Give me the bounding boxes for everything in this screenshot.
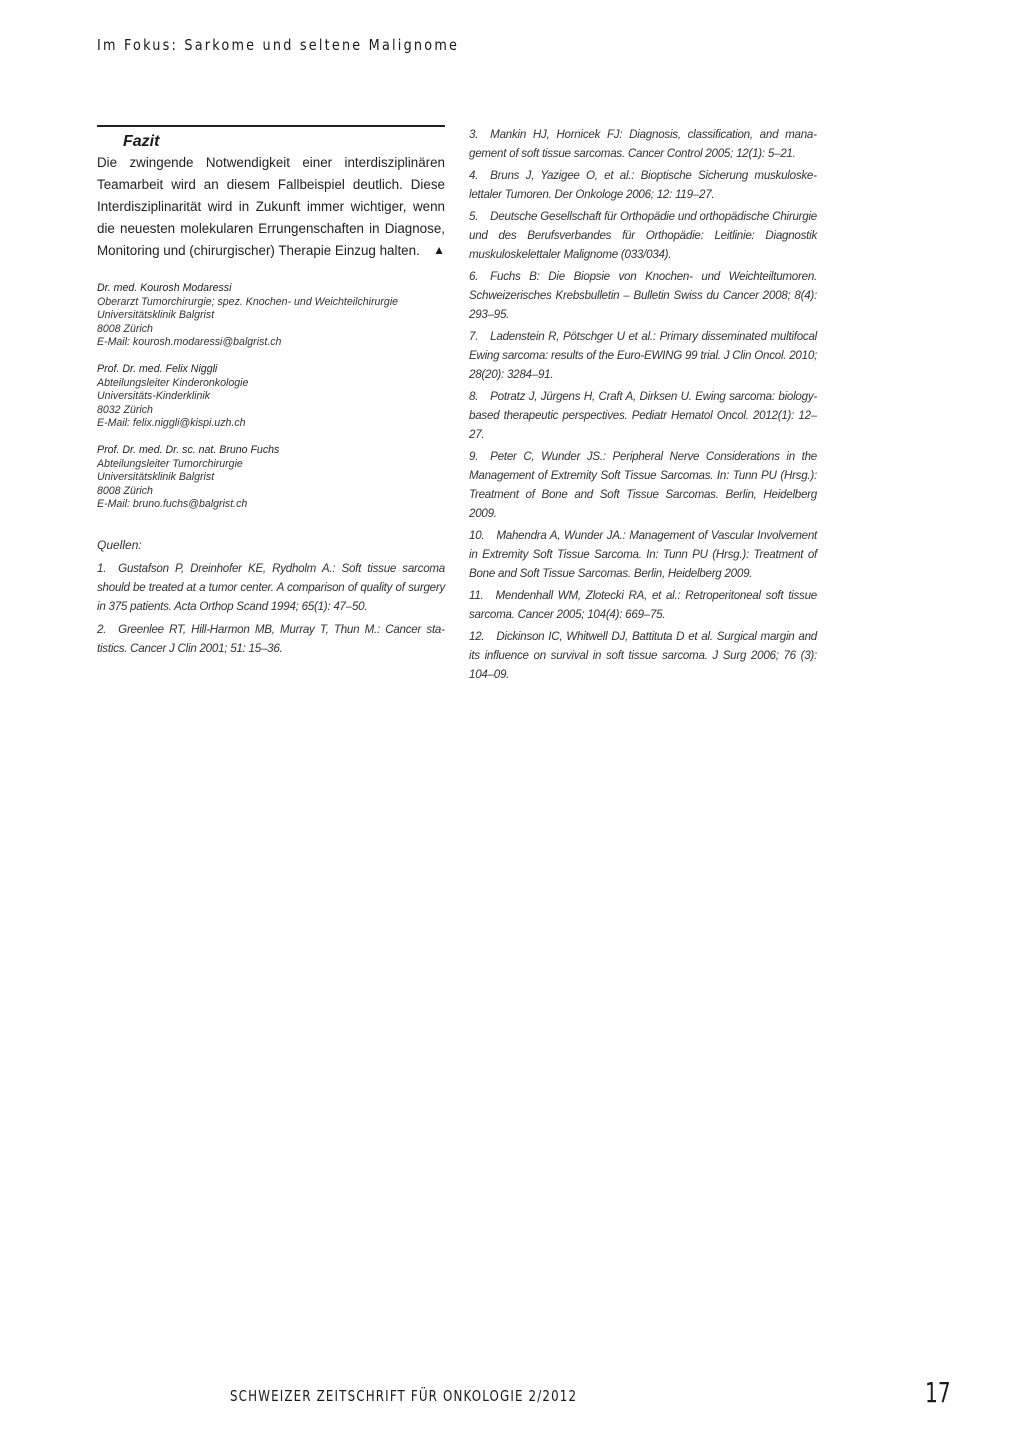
page-number: 17 [925, 1376, 951, 1409]
reference-number: 3. [469, 128, 479, 141]
left-column [97, 125, 445, 662]
reference-item [469, 327, 817, 384]
author-name: Dr. med. Kourosh Modaressi [97, 282, 232, 294]
reference-text: Mahendra A, Wunder JA.: Management of Vascular Involvement in Extremity Soft Tissue Sarcoma. In: Tunn PU (Hrsg.): Treatment of Bone and Soft Tissue Sarcomas. Berlin, Heidelberg 2009. [469, 529, 817, 580]
author-city: 8008 Zürich [97, 484, 153, 497]
reference-item [97, 559, 445, 616]
references-label: Quellen: [97, 537, 142, 552]
author-email: E-Mail: kourosh.modaressi@balgrist.ch [97, 336, 282, 349]
reference-text: Fuchs B: Die Biopsie von Knochen- und Weichteiltumoren. Schweizerisches Krebsbulletin – Bulletin Swiss du Cancer 2008; 8(4): 293–95. [469, 270, 817, 321]
author-block [97, 282, 445, 350]
reference-text: Peter C, Wunder JS.: Peripheral Nerve Considerations in the Management of Extremity Soft Tissue Sarcomas. In: Tunn PU (Hrsg.): Treatment of Bone and Soft Tissue Sarcomas. Berlin, Heidelberg 2009. [469, 450, 817, 520]
running-head: Im Fokus: Sarkome und seltene Malignome [97, 36, 460, 54]
reference-text: Potratz J, Jürgens H, Craft A, Dirksen U. Ewing sarcoma: biology-based therapeutic perspectives. Pediatr Hematol Oncol. 2012(1): 12–27. [469, 390, 817, 441]
reference-text: Greenlee RT, Hill-Harmon MB, Murray T, Thun M.: Cancer statistics. Cancer J Clin 2001; 51: 15–36. [97, 622, 445, 655]
reference-number: 9. [469, 450, 479, 463]
author-name: Prof. Dr. med. Felix Niggli [97, 362, 218, 375]
author-name: Prof. Dr. med. Dr. sc. nat. Bruno Fuchs [97, 443, 280, 456]
author-institution: Universitätsklinik Balgrist [97, 309, 215, 322]
reference-item [97, 620, 445, 658]
reference-item [469, 627, 817, 684]
author-block [97, 444, 445, 512]
reference-number: 4. [469, 169, 479, 182]
fazit-heading: Fazit [123, 133, 160, 150]
author-role: Oberarzt Tumorchirurgie; spez. Knochen- und Weichteilchirurgie [97, 295, 399, 308]
reference-item [469, 267, 817, 324]
reference-number: 6. [469, 270, 479, 283]
fazit-paragraph [97, 152, 445, 262]
reference-number: 2. [97, 622, 107, 636]
footer-journal-title: SCHWEIZER ZEITSCHRIFT FÜR ONKOLOGIE 2/2012 [230, 1387, 578, 1405]
reference-item [469, 586, 817, 624]
reference-item [469, 447, 817, 523]
reference-text: Deutsche Gesellschaft für Orthopädie und orthopädische Chirurgie und des Berufsverbandes für Orthopädie: Leitlinie: Diagnostik muskuloskelettaler Malignome (033/034). [469, 210, 817, 261]
reference-text: Dickinson IC, Whitwell DJ, Battituta D et al. Surgical margin and its influence on survival in soft tissue sarcoma. J Surg 2006; 76 (3): 104–09. [469, 630, 817, 681]
fazit-text: Die zwingende Notwendigkeit einer interdisziplinären Teamarbeit wird an diesem Fallbeispiel deutlich. Diese Interdisziplinarität wird in Zukunft immer wichtiger, wenn die neuesten molekularen Errungenschaften in Diagnose, Monitoring und (chirurgischer) Therapie Einzug halten. [97, 155, 445, 258]
reference-number: 8. [469, 390, 479, 403]
reference-text: Ladenstein R, Pötschger U et al.: Primary disseminated multifocal Ewing sarcoma: results of the Euro-EWING 99 trial. J Clin Oncol. 2010; 28(20): 3284–91. [469, 330, 817, 381]
end-triangle-icon: ▲ [433, 243, 445, 257]
reference-number: 1. [97, 561, 107, 575]
author-city: 8008 Zürich [97, 322, 153, 335]
reference-text: Mankin HJ, Hornicek FJ: Diagnosis, classification, and management of soft tissue sarcomas. Cancer Control 2005; 12(1): 5–21. [469, 128, 817, 160]
fazit-rule [97, 125, 445, 127]
reference-number: 11. [469, 589, 484, 602]
reference-number: 7. [469, 330, 479, 343]
reference-number: 5. [469, 210, 479, 223]
author-email: E-Mail: felix.niggli@kispi.uzh.ch [97, 417, 246, 430]
reference-item [469, 125, 817, 163]
reference-item [469, 387, 817, 444]
reference-text: Mendenhall WM, Zlotecki RA, et al.: Retroperitoneal soft tissue sarcoma. Cancer 2005; 104(4): 669–75. [469, 589, 817, 621]
reference-text: Bruns J, Yazigee O, et al.: Bioptische Sicherung muskuloskelettaler Tumoren. Der Onkologe 2006; 12: 119–27. [469, 169, 817, 201]
reference-item [469, 166, 817, 204]
reference-item [469, 207, 817, 264]
reference-number: 10. [469, 529, 485, 542]
author-block [97, 363, 445, 431]
author-role: Abteilungsleiter Tumorchirurgie [97, 457, 243, 470]
author-city: 8032 Zürich [97, 403, 153, 416]
reference-item [469, 526, 817, 583]
author-email: E-Mail: bruno.fuchs@balgrist.ch [97, 498, 248, 511]
reference-text: Gustafson P, Dreinhofer KE, Rydholm A.: Soft tissue sarcoma should be treated at a tumor center. A comparison of quality of surgery in 375 patients. Acta Orthop Scand 1994; 65(1): 47–50. [97, 561, 445, 613]
author-institution: Universitäts-Kinderklinik [97, 390, 211, 403]
author-institution: Universitätsklinik Balgrist [97, 471, 215, 484]
reference-number: 12. [469, 630, 485, 643]
reference-list-left [97, 559, 445, 658]
author-role: Abteilungsleiter Kinderonkologie [97, 376, 249, 389]
author-list [97, 282, 445, 512]
right-column [469, 125, 817, 687]
